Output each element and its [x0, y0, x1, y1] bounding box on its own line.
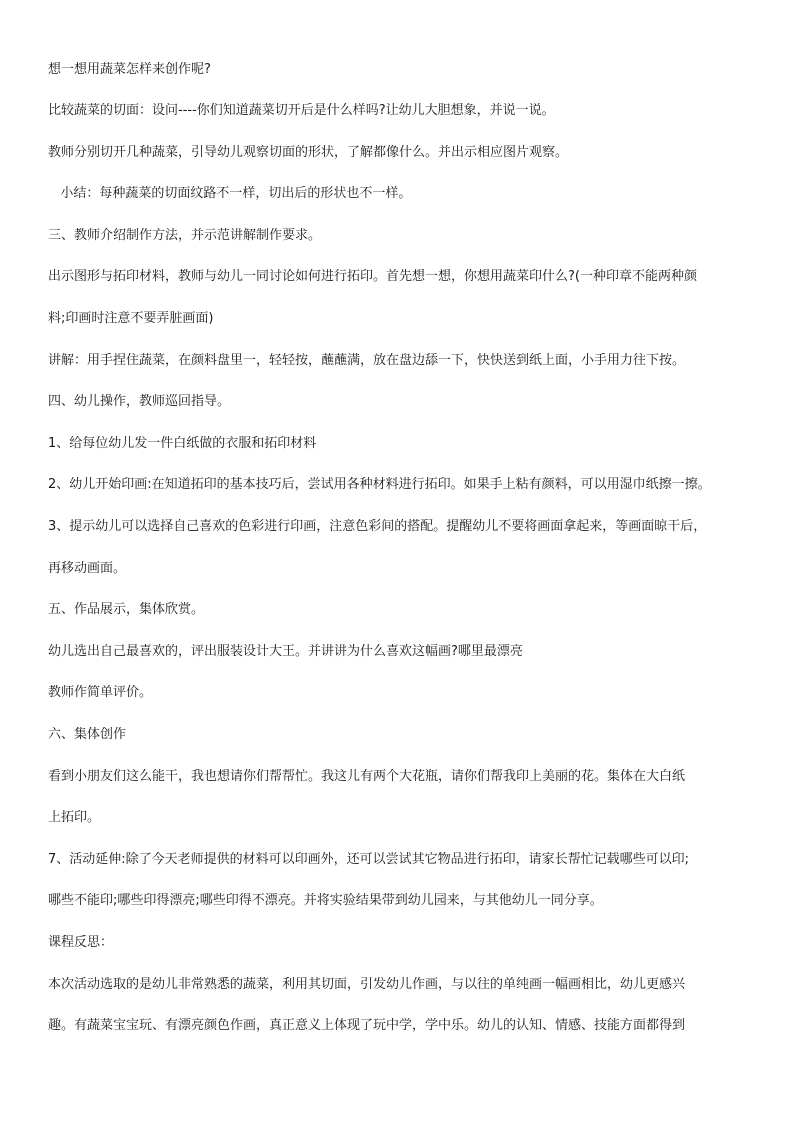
text-line: 哪些不能印;哪些印得漂亮;哪些印得不漂亮。并将实验结果带到幼儿园来，与其他幼儿一同分享。 [48, 893, 603, 908]
list-item: 2、幼儿开始印画:在知道拓印的基本技巧后，尝试用各种材料进行拓印。如果手上粘有颜料，可以用湿巾纸擦一擦。 [48, 477, 711, 492]
text-line: 趣。有蔬菜宝宝玩、有漂亮颜色作画，真正意义上体现了玩中学，学中乐。幼儿的认知、情感、技能方面都得到 [48, 1018, 686, 1033]
list-item: 7、活动延伸:除了今天老师提供的材料可以印画外，还可以尝试其它物品进行拓印，请家长帮忙记载哪些可以印; [48, 852, 690, 867]
section-heading: 四、幼儿操作，教师巡回指导。 [48, 394, 231, 409]
section-heading: 三、教师介绍制作方法，并示范讲解制作要求。 [48, 228, 322, 243]
text-line: 看到小朋友们这么能干，我也想请你们帮帮忙。我这儿有两个大花瓶，请你们帮我印上美丽的花。集体在大白纸 [48, 769, 686, 784]
text-line: 想一想用蔬菜怎样来创作呢? [48, 62, 211, 77]
section-heading: 六、集体创作 [48, 727, 127, 742]
text-line: 教师作简单评价。 [48, 685, 153, 700]
list-item: 3、提示幼儿可以选择自己喜欢的色彩进行印画，注意色彩间的搭配。提醒幼儿不要将画面拿起来，等画面晾干后， [48, 519, 707, 534]
text-line: 出示图形与拓印材料，教师与幼儿一同讨论如何进行拓印。首先想一想，你想用蔬菜印什么?(一种印章不能两种颜 [48, 269, 697, 284]
text-line: 比较蔬菜的切面：设问----你们知道蔬菜切开后是什么样吗?让幼儿大胆想象，并说一说。 [48, 103, 555, 118]
text-line: 本次活动选取的是幼儿非常熟悉的蔬菜，利用其切面，引发幼儿作画，与以往的单纯画一幅画相比，幼儿更感兴 [48, 977, 686, 992]
section-heading: 课程反思： [48, 935, 114, 950]
text-line: 再移动画面。 [48, 561, 127, 576]
text-line: 讲解：用手捏住蔬菜，在颜料盘里一，轻轻按，蘸蘸满，放在盘边舔一下，快快送到纸上面，小手用力往下按。 [48, 353, 686, 368]
text-line: 上拓印。 [48, 810, 101, 825]
list-item: 1、给每位幼儿发一件白纸做的衣服和拓印材料 [48, 436, 317, 451]
section-heading: 五、作品展示，集体欣赏。 [48, 602, 205, 617]
summary-line: 小结：每种蔬菜的切面纹路不一样，切出后的形状也不一样。 [48, 186, 412, 201]
text-line: 幼儿选出自己最喜欢的，评出服装设计大王。并讲讲为什么喜欢这幅画?哪里最漂亮 [48, 644, 523, 659]
text-line: 教师分别切开几种蔬菜，引导幼儿观察切面的形状，了解都像什么。并出示相应图片观察。 [48, 145, 569, 160]
text-line: 料;印画时注意不要弄脏画面) [48, 311, 214, 326]
